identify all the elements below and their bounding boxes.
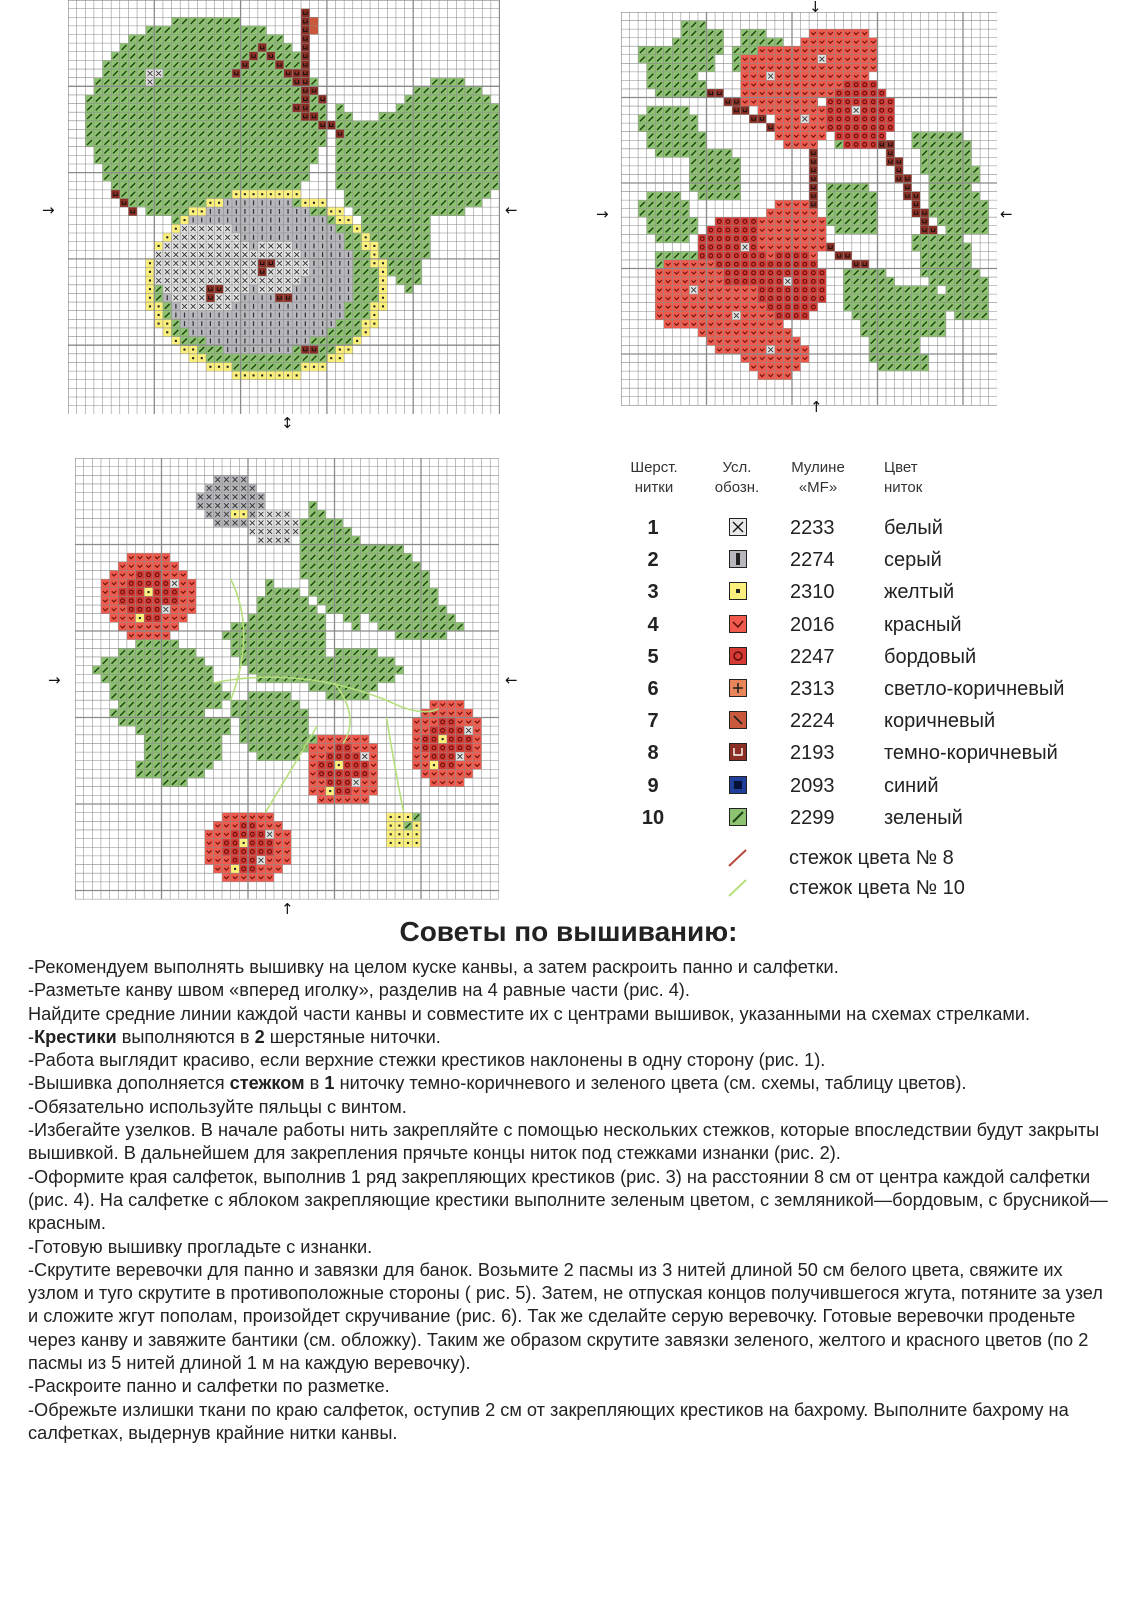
legend-color-name: красный — [884, 613, 962, 636]
tip-text: -Готовую вышивку прогладьте с изнанки. — [28, 1236, 373, 1257]
legend-wool-number: 10 — [641, 806, 665, 829]
legend-mouline-code: 2299 — [790, 806, 835, 829]
legend-color-name: белый — [884, 517, 943, 539]
center-arrow-icon: ← — [505, 671, 518, 689]
stitch-line-icon — [727, 848, 749, 868]
legend-header-symbol: Усл. обозн. — [714, 459, 760, 496]
tip-text: Крестики — [34, 1026, 117, 1047]
tip-text: -Обязательно используйте пяльцы с винтом. — [28, 1096, 407, 1117]
center-arrow-icon: → — [48, 671, 61, 689]
legend-row — [622, 674, 1122, 706]
legend-stitch-row — [727, 875, 1127, 903]
center-arrow-icon: → — [596, 205, 609, 223]
center-arrow-icon: ↕ — [281, 414, 294, 432]
center-arrow-icon: → — [42, 201, 55, 219]
legend-row — [622, 577, 1122, 609]
tip-item — [28, 1119, 1118, 1166]
legend-row — [622, 513, 1122, 545]
legend-header-color: Цвет ниток — [884, 459, 923, 496]
tip-text: -Раскроите панно и салфетки по разметке. — [28, 1376, 390, 1397]
legend-row — [622, 771, 1122, 803]
tip-text: 1 — [324, 1073, 335, 1094]
legend-color-name: зеленый — [884, 806, 963, 829]
legend-color-name: бордовый — [884, 645, 977, 668]
legend-wool-number: 5 — [647, 645, 659, 668]
legend-row — [622, 738, 1122, 770]
legend-row — [622, 706, 1122, 738]
legend-mouline-code: 2247 — [790, 645, 835, 668]
tip-text: -Избегайте узелков. В начале работы нить закрепляйте с помощью нескольких стежков, которые впоследствии будут закрыты вышивкой. В дальнейшем для закрепления прячьте концы ниток под стежками изнанки (рис. 2). — [28, 1120, 1100, 1164]
legend-color-name: синий — [884, 774, 939, 797]
legend-color-name: темно-коричневый — [884, 742, 1058, 765]
legend-stitch-label: стежок цвета № 10 — [789, 877, 965, 899]
legend-wool-number: 7 — [647, 710, 659, 733]
center-arrow-icon: ← — [505, 201, 518, 219]
tip-text: ниточку темно-коричневого и зеленого цвета (см. схемы, таблицу цветов). — [334, 1073, 967, 1094]
tip-item — [28, 1399, 1118, 1446]
legend-wool-number: 1 — [647, 517, 659, 539]
legend-row — [622, 803, 1122, 835]
legend-color-name: светло-коричневый — [884, 678, 1065, 700]
legend-header-mouline: Мулине «MF» — [791, 459, 845, 496]
tip-item — [28, 1072, 1118, 1095]
tip-item — [28, 956, 1118, 979]
strawberry-chart — [75, 458, 499, 904]
tip-item — [28, 1375, 1118, 1398]
tip-text: стежком — [229, 1073, 305, 1094]
legend-row — [622, 610, 1122, 642]
tip-text: -Работа выглядит красиво, если верхние стежки крестиков наклонены в одну сторону (рис. 1). — [28, 1050, 826, 1071]
tip-text: шерстяные ниточки. — [264, 1026, 441, 1047]
legend-color-name: серый — [884, 549, 942, 572]
cranberry-chart — [621, 12, 997, 406]
dark-brown-u-symbol-icon — [729, 743, 747, 761]
tip-text: -Скрутите веревочки для панно и завязки для банок. Возьмите 2 пасмы из 3 нитей длиной 50 см белого цвета, свяжите их узлом и туго скрутите в противоположные стороны ( рис. 5). Затем, не отпуская концов получившегося жгута, потяните за узел и сложите жгут пополам, произойдет скручивание (рис. 6). Так же сделайте серую веревочку. Готовые веревочки проденьте через канву и завяжите бантики (см. обложку). Таким же образом скрутите завязки зеленого, желтого и красного цветов (по 2 пасмы из 5 нитей длиной 1 м на каждую веревочку). — [28, 1259, 1103, 1374]
legend-wool-number: 3 — [647, 581, 659, 604]
tip-item — [28, 1026, 1118, 1049]
tips-title: Советы по вышиванию: — [399, 916, 738, 947]
tip-text: -Оформите края салфеток, выполнив 1 ряд закрепляющих крестиков (рис. 3) на расстоянии 8 см от центра каждой салфетки (рис. 4). На салфетке с яблоком закрепляющие крестики выполните зеленым цветом, с земляникой—бордовым, с брусникой—красным. — [28, 1166, 1108, 1234]
tip-text: выполняются в — [116, 1026, 255, 1047]
light-brown-plus-symbol-icon — [729, 679, 747, 697]
center-arrow-icon: ↑ — [281, 900, 294, 918]
blue-square-symbol-icon — [729, 776, 747, 794]
legend-mouline-code: 2193 — [790, 742, 835, 765]
tip-item — [28, 979, 1118, 1002]
apple-chart — [68, 0, 500, 414]
legend-row — [622, 545, 1122, 577]
cranberry-chart-grid — [621, 12, 997, 406]
tip-text: Найдите средние линии каждой части канвы и совместите их с центрами вышивок, указанными на схемах стрелками. — [28, 1003, 1031, 1024]
legend-mouline-code: 2224 — [790, 710, 835, 733]
legend-wool-number: 4 — [647, 613, 659, 636]
strawberry-chart-grid — [75, 458, 499, 904]
legend-stitch-label: стежок цвета № 8 — [789, 847, 954, 869]
legend-row — [622, 642, 1122, 674]
legend-mouline-code: 2310 — [790, 581, 835, 604]
tip-text: -Рекомендуем выполнять вышивку на целом куске канвы, а затем раскроить панно и салфетки. — [28, 957, 839, 977]
white-cross-symbol-icon — [729, 518, 747, 536]
center-arrow-icon: ← — [1000, 205, 1013, 223]
tip-text: -Обрежьте излишки ткани по краю салфеток, оступив 2 см от закрепляющих крестиков на бахрому. Выполните бахрому на салфетках, выдернув крайние нитки канвы. — [28, 1399, 1069, 1443]
tip-text: -Разметьте канву швом «вперед иголку», разделив на 4 равные части (рис. 4). — [28, 980, 690, 1001]
legend-stitch-row — [727, 845, 1127, 873]
tip-item — [28, 1166, 1118, 1236]
legend-color-name: желтый — [884, 581, 955, 604]
tip-text: - — [28, 1026, 35, 1047]
apple-chart-grid — [68, 0, 500, 414]
legend-wool-number: 9 — [647, 774, 659, 797]
legend-mouline-code: 2093 — [790, 774, 835, 797]
legend-wool-number: 2 — [647, 549, 659, 572]
legend-mouline-code: 2274 — [790, 549, 835, 572]
legend-mouline-code: 2313 — [790, 678, 835, 700]
tip-text: -Вышивка дополняется — [28, 1073, 230, 1094]
green-diagonal-symbol-icon — [729, 808, 747, 826]
tip-text: 2 — [254, 1026, 265, 1047]
legend-mouline-code: 2233 — [790, 517, 835, 539]
tips-list — [28, 956, 1118, 1445]
center-arrow-icon: ↑ — [810, 398, 823, 416]
tip-text: в — [304, 1073, 325, 1094]
legend-wool-number: 6 — [647, 678, 659, 700]
gray-bar-symbol-icon — [729, 550, 747, 568]
tip-item — [28, 1096, 1118, 1119]
legend-wool-number: 8 — [647, 742, 659, 765]
tip-item — [28, 1003, 1118, 1026]
legend-color-name: коричневый — [884, 710, 996, 733]
brown-slash-symbol-icon — [729, 711, 747, 729]
tip-item — [28, 1049, 1118, 1072]
yellow-dot-symbol-icon — [729, 582, 747, 600]
legend-header-wool: Шерст. нитки — [630, 459, 678, 496]
stitch-line-icon — [727, 878, 749, 898]
red-check-symbol-icon — [729, 615, 747, 633]
burgundy-circle-symbol-icon — [729, 647, 747, 665]
tip-item — [28, 1259, 1118, 1375]
legend-mouline-code: 2016 — [790, 613, 835, 636]
center-arrow-icon: ↓ — [809, 0, 822, 16]
tip-item — [28, 1236, 1118, 1259]
